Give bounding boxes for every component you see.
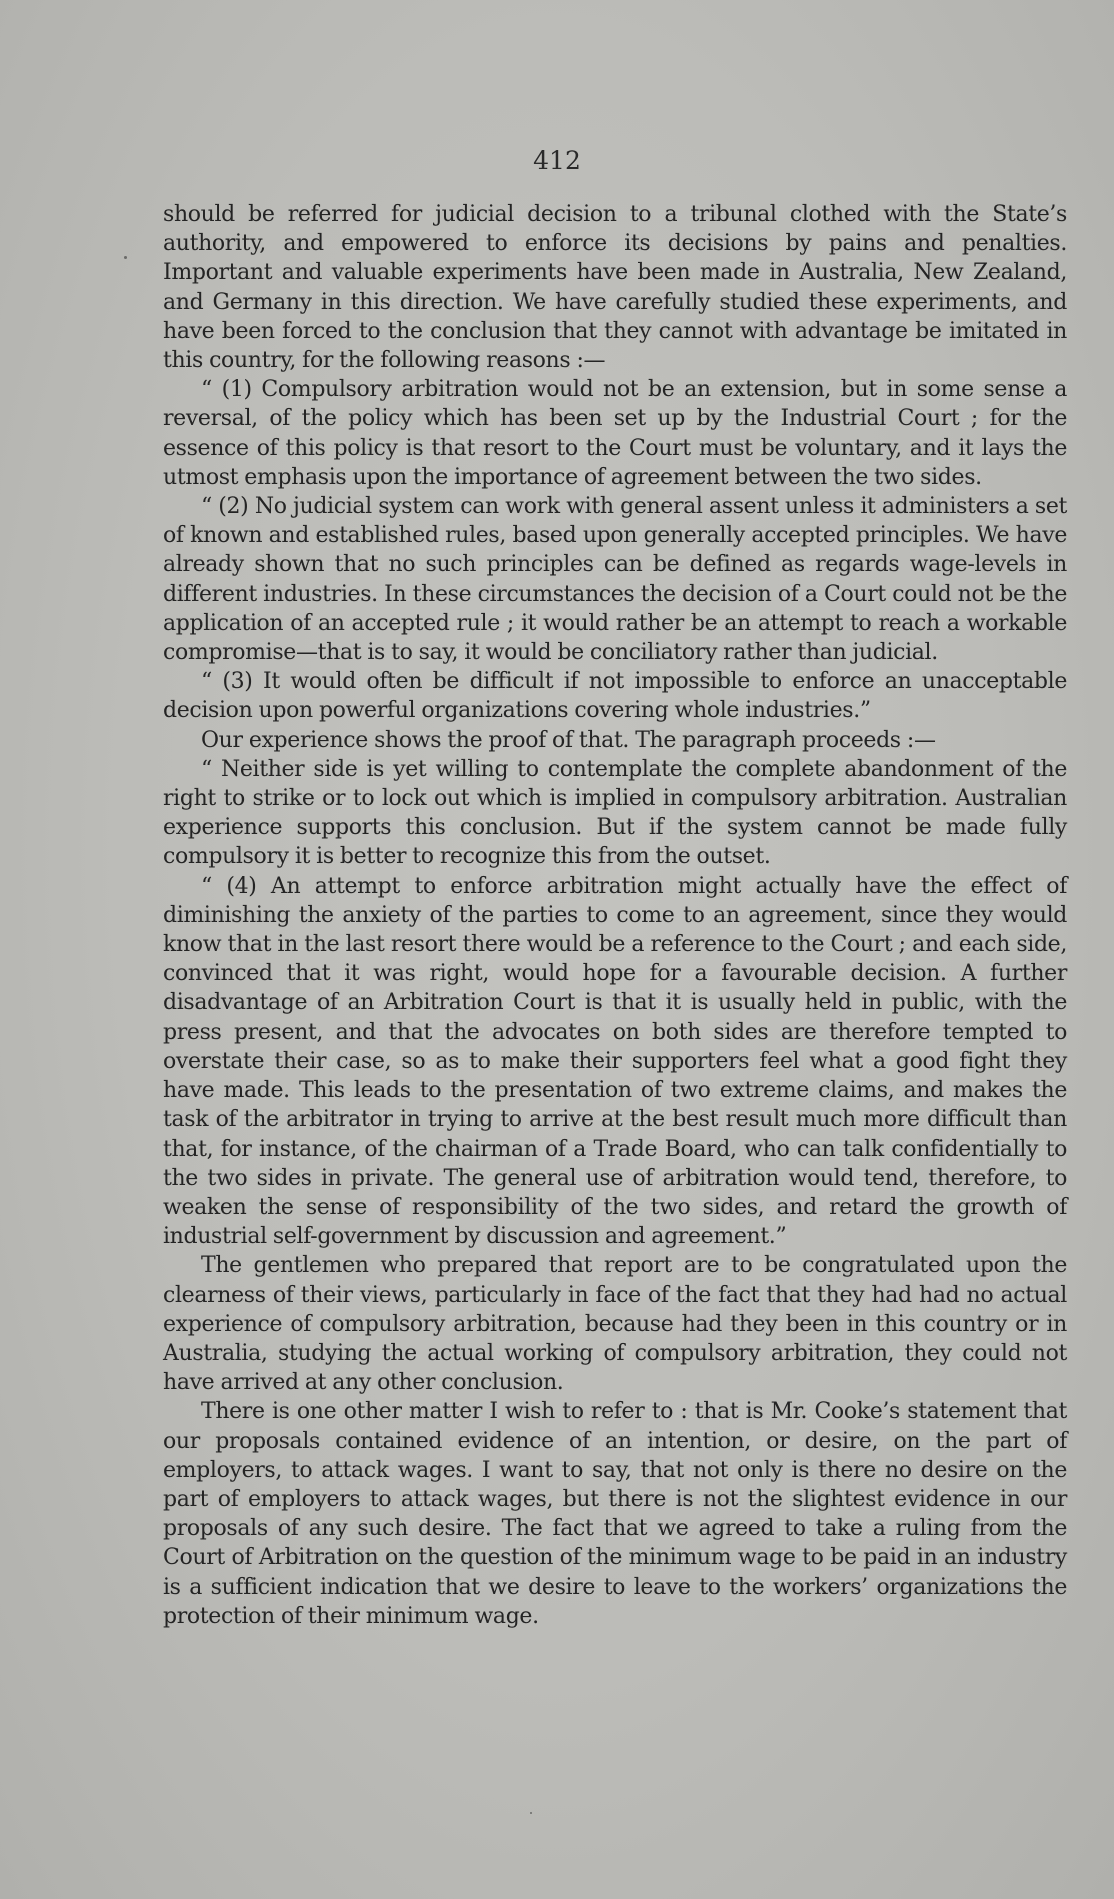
body-text bbox=[163, 200, 1067, 1631]
paragraph-9: There is one other matter I wish to refer to : that is Mr. Cooke’s statement that our proposals contained evidence of an intention, or desire, on the part of employers, to attack wages. I want to say, that not only is there no desire on the part of employers to attack wages, but there is not the slightest evidence in our proposals of any such desire. The fact that we agreed to take a ruling from the Court of Arbitration on the question of the minimum wage to be paid in an industry is a sufficient indication that we desire to leave to the workers’ organizations the protection of their minimum wage. bbox=[163, 1399, 1067, 1629]
paper-speck bbox=[124, 256, 127, 259]
paragraph-5: Our experience shows the proof of that. The paragraph proceeds :— bbox=[201, 727, 936, 753]
paragraph-7: “ (4) An attempt to enforce arbitration might actually have the effect of diminishing the anxiety of the parties to come to an agreement, since they would know that in the last resort there would be a reference to the Court ; and each side, convinced that it was right, would hope for a favourable decision. A further disadvantage of an Arbitration Court is that it is usually held in public, with the press present, and that the advocates on both sides are therefore tempted to overstate their case, so as to make their supporters feel what a good fight they have made. This leads to the presentation of two extreme claims, and makes the task of the arbitrator in trying to arrive at the best result much more difficult than that, for instance, of the chairman of a Trade Board, who can talk confidentially to the two sides in private. The general use of arbitration would tend, therefore, to weaken the sense of responsibility of the two sides, and retard the growth of industrial self-government by discussion and agreement.” bbox=[163, 873, 1067, 1250]
paragraph-6: “ Neither side is yet willing to contemplate the complete abandonment of the right to strike or to lock out which is implied in compulsory arbitration. Australian experience supports this conclusion. But if the system cannot be made fully compulsory it is better to recognize this from the outset. bbox=[163, 756, 1067, 870]
paper-speck bbox=[530, 1812, 532, 1814]
paragraph-3: “ (2) No judicial system can work with general assent unless it administers a set of known and established rules, based upon generally accepted principles. We have already shown that no such principles can be defined as regards wage-levels in different industries. In these circumstances the decision of a Court could not be the application of an accepted rule ; it would rather be an attempt to reach a workable compromise—that is to say, it would be conciliatory rather than judicial. bbox=[163, 494, 1067, 666]
paragraph-1: should be referred for judicial decision to a tribunal clothed with the State’s authority, and empowered to enforce its decisions by pains and penalties. Important and valuable experiments have been made in Australia, New Zealand, and Germany in this direction. We have carefully studied these experiments, and have been forced to the conclusion that they cannot with advantage be imitated in this country, for the following reasons :— bbox=[163, 202, 1067, 374]
page-number: 412 bbox=[533, 146, 581, 175]
paragraph-2: “ (1) Compulsory arbitration would not be an extension, but in some sense a reversal, of the policy which has been set up by the Industrial Court ; for the essence of this policy is that resort to the Court must be voluntary, and it lays the utmost emphasis upon the importance of agreement between the two sides. bbox=[163, 377, 1067, 490]
paragraph-4: “ (3) It would often be difficult if not impossible to enforce an unacceptable decision upon powerful organizations covering whole industries.” bbox=[163, 669, 1067, 724]
paragraph-8: The gentlemen who prepared that report are to be congratulated upon the clearness of their views, particularly in face of the fact that they had had no actual experience of compulsory arbitration, because had they been in this country or in Australia, studying the actual working of compulsory arbitration, they could not have arrived at any other conclusion. bbox=[163, 1253, 1067, 1396]
